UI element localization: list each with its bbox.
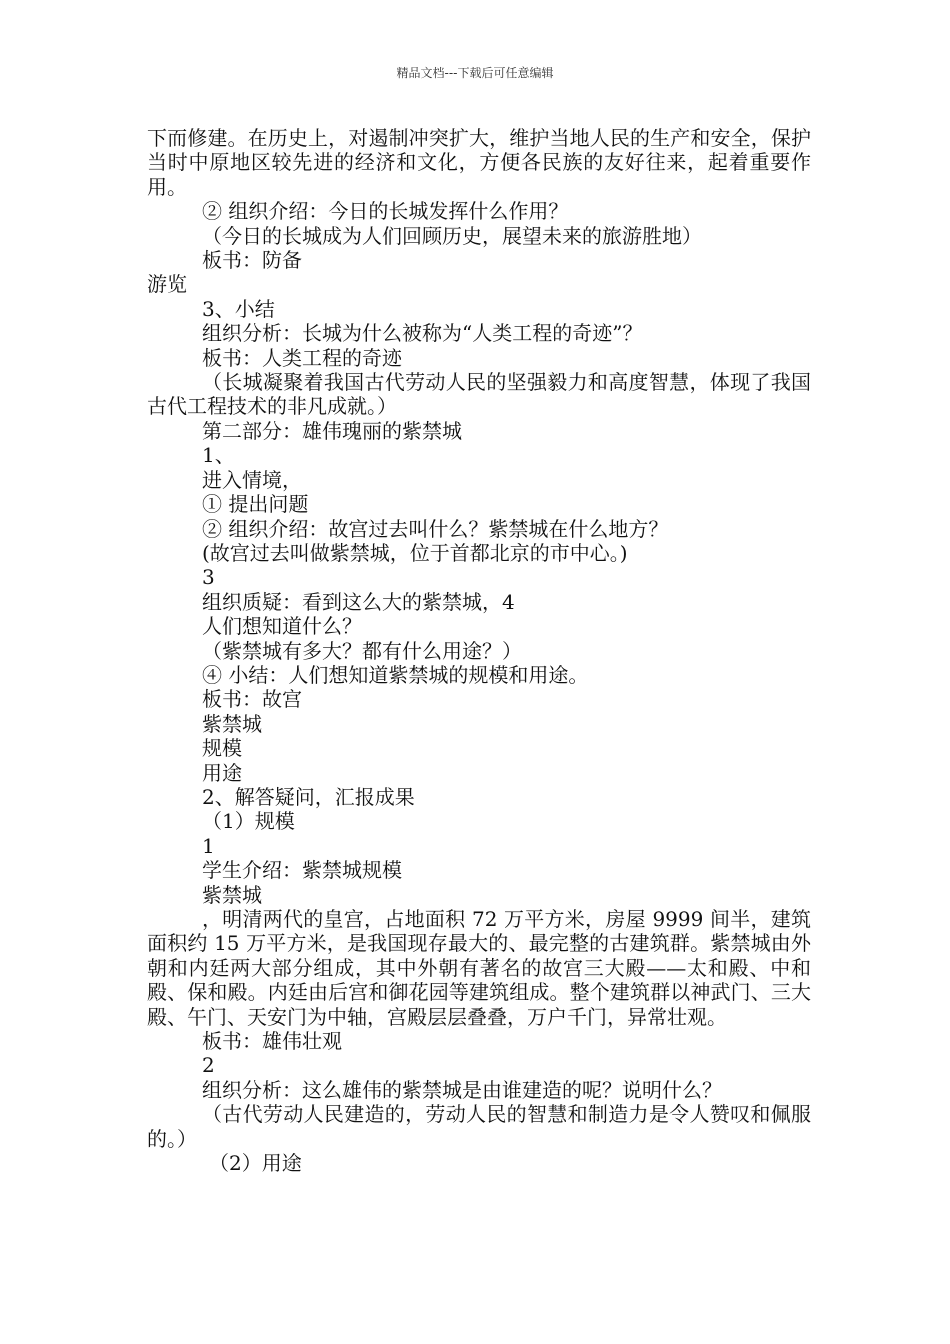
paragraph: （今日的长城成为人们回顾历史，展望未来的旅游胜地） xyxy=(202,223,702,248)
paragraph: 用途 xyxy=(202,760,242,785)
paragraph: 人们想知道什么？ xyxy=(202,614,362,639)
paragraph: 游览 xyxy=(147,272,187,297)
paragraph: 组织分析：长城为什么被称为“人类工程的奇迹”？ xyxy=(202,321,643,346)
paragraph: （2）用途 xyxy=(209,1151,302,1176)
paragraph: （1）规模 xyxy=(202,809,295,834)
paragraph: 2 xyxy=(202,1053,215,1078)
paragraph: 组织分析：这么雄伟的紫禁城是由谁建造的呢？说明什么？ xyxy=(202,1077,722,1102)
document-body xyxy=(147,126,811,1175)
paragraph: ① 提出问题 xyxy=(202,492,309,517)
paragraph: 1、 xyxy=(202,443,235,468)
paragraph: （古代劳动人民建造的，劳动人民的智慧和制造力是令人赞叹和佩服的。） xyxy=(147,1102,811,1151)
paragraph: 紫禁城 xyxy=(202,711,262,736)
paragraph: 组织质疑：看到这么大的紫禁城，4 xyxy=(202,589,515,614)
paragraph: 规模 xyxy=(202,736,242,761)
paragraph: ② 组织介绍：故宫过去叫什么？紫禁城在什么地方？ xyxy=(202,516,669,541)
paragraph: 学生介绍：紫禁城规模 xyxy=(202,858,402,883)
paragraph: 板书：故宫 xyxy=(202,687,302,712)
paragraph: 2、解答疑问，汇报成果 xyxy=(202,784,415,809)
paragraph: 3、小结 xyxy=(202,296,275,321)
paragraph: 1 xyxy=(202,833,215,858)
paragraph: (故宫过去叫做紫禁城，位于首都北京的市中心。) xyxy=(202,540,628,565)
paragraph: （紫禁城有多大？都有什么用途？） xyxy=(202,638,522,663)
paragraph: ，明清两代的皇宫，占地面积 72 万平方米，房屋 9999 间半，建筑面积约 15 万平方米，是我国现存最大的、最完整的古建筑群。紫禁城由外朝和内廷两大部分组成，其中外朝有著名的故宫三大殿——太和殿、中和殿、保和殿。内廷由后宫和御花园等建筑组成。整个建筑群以神武门、三大殿、午门、天安门为中轴，宫殿层层叠叠，万户千门，异常壮观。 xyxy=(147,907,811,1029)
paragraph: 板书：人类工程的奇迹 xyxy=(202,345,402,370)
paragraph: （长城凝聚着我国古代劳动人民的坚强毅力和高度智慧，体现了我国古代工程技术的非凡成就。） xyxy=(147,370,811,419)
paragraph: 进入情境， xyxy=(202,467,302,492)
paragraph: 板书：雄伟壮观 xyxy=(202,1029,342,1054)
paragraph: 板书：防备 xyxy=(202,248,302,273)
paragraph: 3 xyxy=(202,565,215,590)
paragraph: ④ 小结：人们想知道紫禁城的规模和用途。 xyxy=(202,662,589,687)
paragraph: 第二部分：雄伟瑰丽的紫禁城 xyxy=(202,418,462,443)
paragraph: 紫禁城 xyxy=(202,882,262,907)
paragraph: 下而修建。在历史上，对遏制冲突扩大，维护当地人民的生产和安全，保护当时中原地区较先进的经济和文化，方便各民族的友好往来，起着重要作用。 xyxy=(147,126,811,199)
paragraph: ② 组织介绍：今日的长城发挥什么作用？ xyxy=(202,199,569,224)
page-header: 精品文档---下载后可任意编辑 xyxy=(396,66,554,80)
